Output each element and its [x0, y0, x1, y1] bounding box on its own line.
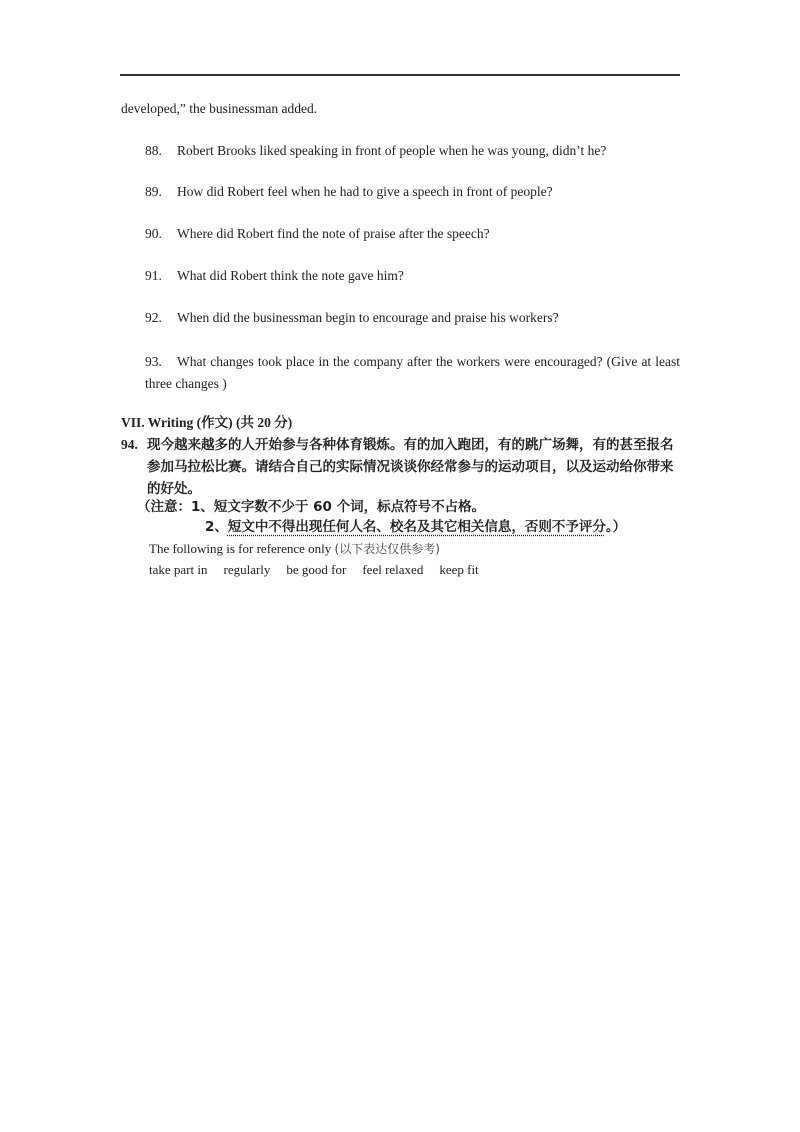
question-text: How did Robert feel when he had to give a speech in front of people? — [177, 184, 553, 199]
question-text: When did the businessman begin to encourage and praise his workers? — [177, 310, 559, 325]
question-92 — [145, 309, 559, 327]
question-90 — [145, 225, 490, 243]
reference-label-en: The following is for reference only — [149, 541, 335, 556]
reference-phrases — [149, 561, 495, 579]
reference-label-cn: (以下表达仅供参考) — [334, 542, 440, 556]
question-number: 90. — [145, 226, 162, 241]
question-number: 91. — [145, 268, 162, 283]
writing-note-1: （注意：1、短文字数不少于 60 个词，标点符号不占格。 — [137, 499, 486, 515]
reference-phrase: take part in — [149, 562, 208, 577]
reference-label — [149, 540, 440, 558]
writing-note-2-prefix: 2、 — [205, 519, 228, 535]
reference-phrase: be good for — [286, 562, 347, 577]
writing-note-2 — [205, 517, 626, 537]
question-89 — [145, 183, 553, 201]
question-number: 88. — [145, 143, 162, 158]
reference-phrase: keep fit — [439, 562, 479, 577]
writing-task-prompt: 现今越来越多的人开始参与各种体育锻炼。有的加入跑团，有的跳广场舞，有的甚至报名参加马拉松比赛。请结合自己的实际情况谈谈你经常参与的运动项目，以及运动给你带来的好处。 — [147, 437, 674, 497]
reference-phrase: regularly — [223, 562, 271, 577]
writing-note-2-emphasis: 短文中不得出现任何人名、校名及其它相关信息，否则不予评分 — [227, 519, 606, 535]
question-93 — [145, 351, 680, 395]
question-text: What changes took place in the company after the workers were encouraged? (Give at least three changes ) — [145, 354, 680, 391]
writing-section-heading: VII. Writing (作文) (共 20 分) — [121, 415, 293, 430]
writing-note-2-suffix: 。） — [605, 519, 627, 535]
question-text: Robert Brooks liked speaking in front of people when he was young, didn’t he? — [177, 143, 607, 158]
question-text: What did Robert think the note gave him? — [177, 268, 404, 283]
question-number: 89. — [145, 184, 162, 199]
question-number: 93. — [145, 354, 162, 369]
passage-continuation: developed,” the businessman added. — [121, 101, 318, 116]
question-number: 92. — [145, 310, 162, 325]
reference-phrase: feel relaxed — [362, 562, 424, 577]
question-text: Where did Robert find the note of praise after the speech? — [177, 226, 490, 241]
question-88 — [145, 142, 606, 160]
writing-task-number: 94. — [121, 437, 138, 452]
question-91 — [145, 267, 404, 285]
header-rule — [120, 74, 680, 76]
